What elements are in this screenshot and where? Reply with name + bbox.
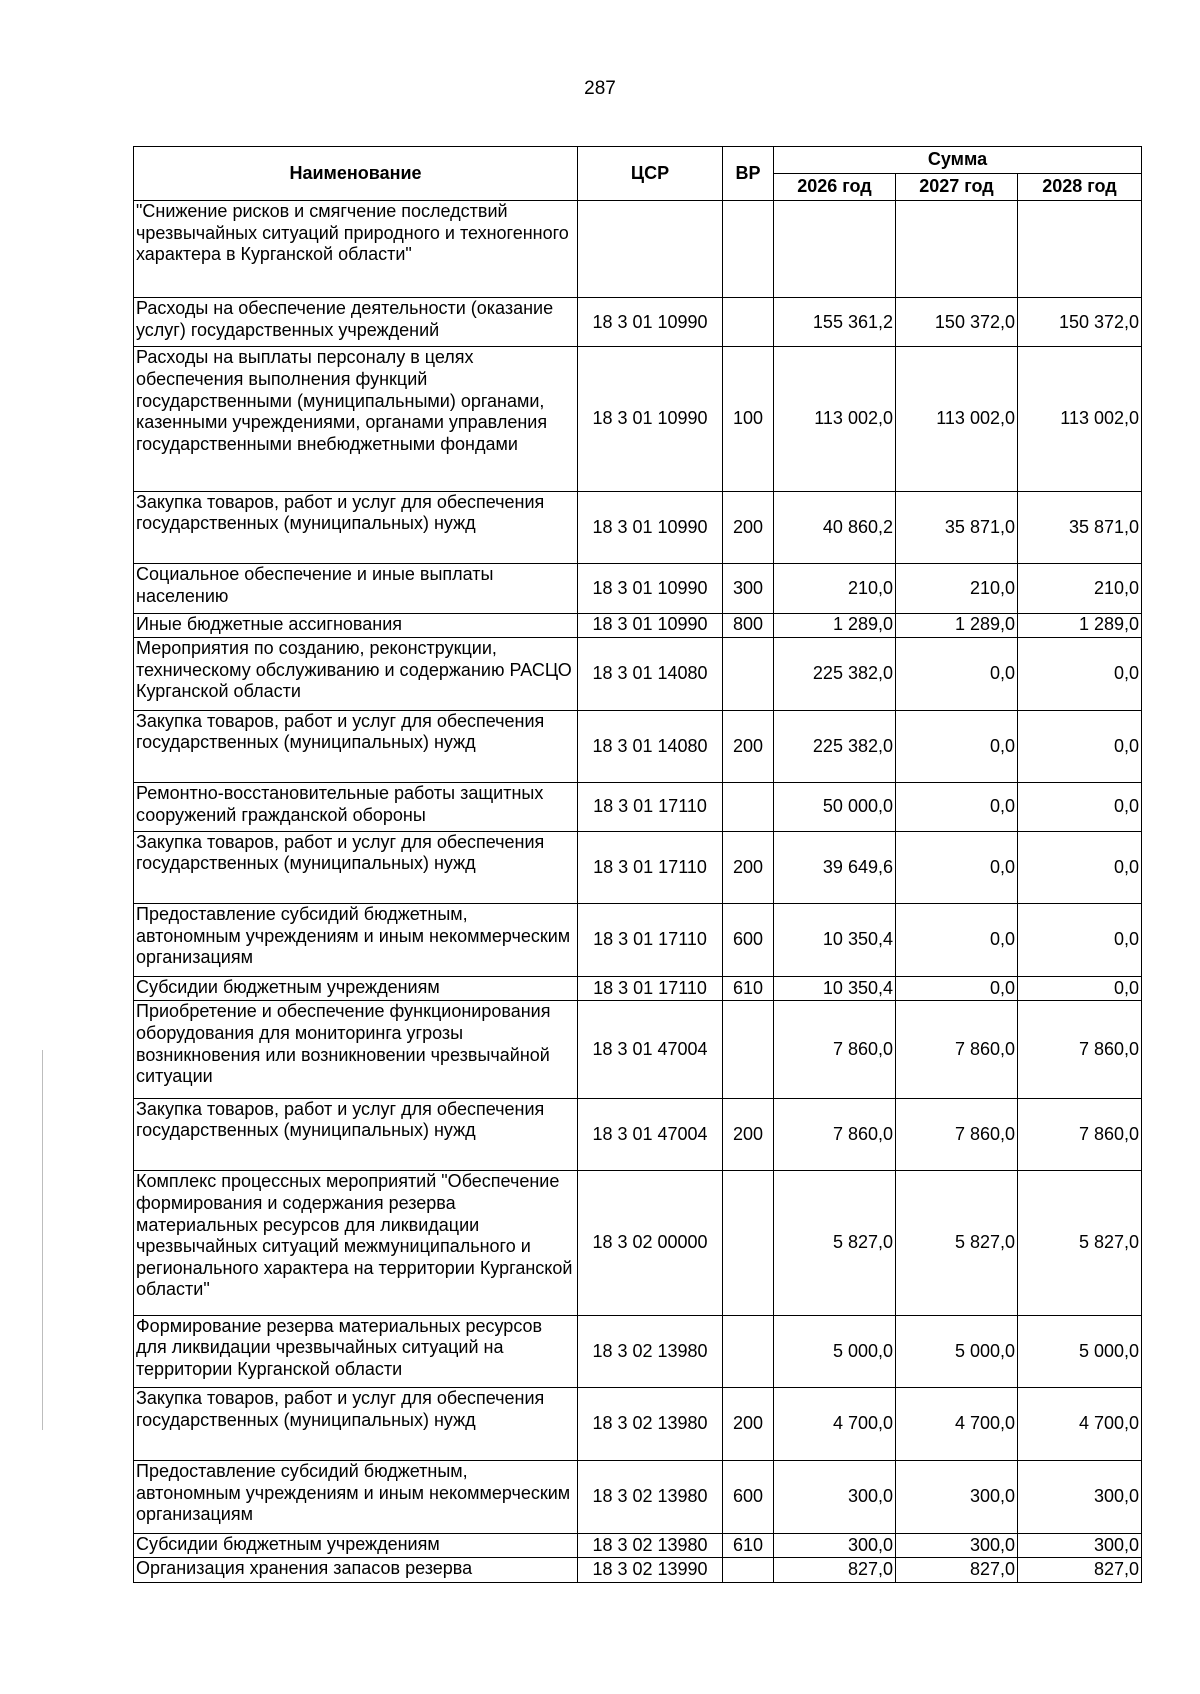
row-sum-2028-cell: 7 860,0 <box>1018 1098 1142 1171</box>
header-sum: Сумма <box>774 147 1142 174</box>
row-sum-2028-cell: 210,0 <box>1018 564 1142 613</box>
table-row <box>134 710 1142 783</box>
table-row <box>134 1388 1142 1461</box>
row-sum-2027-cell: 7 860,0 <box>896 1001 1018 1098</box>
row-name-cell: Закупка товаров, работ и услуг для обеспечения государственных (муниципальных) нужд <box>134 491 578 564</box>
row-name-cell: Расходы на обеспечение деятельности (оказание услуг) государственных учреждений <box>134 298 578 347</box>
table-row <box>134 1171 1142 1315</box>
row-sum-2028-cell: 150 372,0 <box>1018 298 1142 347</box>
row-sum-2028-cell: 300,0 <box>1018 1533 1142 1558</box>
row-vr-cell <box>723 1558 774 1583</box>
row-csr-cell: 18 3 02 13990 <box>578 1558 723 1583</box>
row-name-cell: Закупка товаров, работ и услуг для обеспечения государственных (муниципальных) нужд <box>134 710 578 783</box>
row-vr-cell: 200 <box>723 1388 774 1461</box>
row-name-cell: Субсидии бюджетным учреждениям <box>134 976 578 1001</box>
budget-table <box>133 146 1142 1583</box>
row-sum-2026-cell: 10 350,4 <box>774 976 896 1001</box>
row-name-cell: Закупка товаров, работ и услуг для обеспечения государственных (муниципальных) нужд <box>134 1388 578 1461</box>
row-name-cell: Закупка товаров, работ и услуг для обеспечения государственных (муниципальных) нужд <box>134 1098 578 1171</box>
row-name-cell: Предоставление субсидий бюджетным, автономным учреждениям и иным некоммерческим организациям <box>134 904 578 977</box>
row-vr-cell <box>723 1315 774 1388</box>
row-csr-cell: 18 3 01 10990 <box>578 491 723 564</box>
row-sum-2027-cell: 300,0 <box>896 1533 1018 1558</box>
table-row <box>134 564 1142 613</box>
row-vr-cell <box>723 201 774 298</box>
row-sum-2027-cell: 7 860,0 <box>896 1098 1018 1171</box>
row-sum-2027-cell: 35 871,0 <box>896 491 1018 564</box>
row-name-cell: Расходы на выплаты персоналу в целях обеспечения выполнения функций государственными (муниципальными) органами, казенными учреждениями, органами управления государственными внебюджетными фондами <box>134 347 578 491</box>
header-year-2027: 2027 год <box>896 174 1018 201</box>
page-number: 287 <box>584 78 616 99</box>
table-row <box>134 491 1142 564</box>
row-name-cell: Формирование резерва материальных ресурсов для ликвидации чрезвычайных ситуаций на территории Курганской области <box>134 1315 578 1388</box>
row-name-cell: Предоставление субсидий бюджетным, автономным учреждениям и иным некоммерческим организациям <box>134 1461 578 1534</box>
row-sum-2028-cell: 0,0 <box>1018 638 1142 711</box>
row-sum-2027-cell: 5 000,0 <box>896 1315 1018 1388</box>
row-sum-2026-cell: 300,0 <box>774 1533 896 1558</box>
row-csr-cell: 18 3 01 47004 <box>578 1001 723 1098</box>
row-sum-2027-cell: 150 372,0 <box>896 298 1018 347</box>
row-csr-cell: 18 3 02 13980 <box>578 1388 723 1461</box>
header-csr: ЦСР <box>578 147 723 201</box>
row-sum-2028-cell: 0,0 <box>1018 783 1142 831</box>
row-sum-2026-cell: 10 350,4 <box>774 904 896 977</box>
row-sum-2026-cell: 113 002,0 <box>774 347 896 491</box>
row-vr-cell <box>723 1171 774 1315</box>
row-sum-2028-cell: 5 000,0 <box>1018 1315 1142 1388</box>
row-name-cell: Приобретение и обеспечение функционирования оборудования для мониторинга угрозы возникновения или возникновении чрезвычайной ситуации <box>134 1001 578 1098</box>
row-sum-2027-cell: 300,0 <box>896 1461 1018 1534</box>
table-row <box>134 613 1142 638</box>
row-vr-cell: 610 <box>723 1533 774 1558</box>
row-sum-2027-cell: 0,0 <box>896 638 1018 711</box>
row-csr-cell: 18 3 02 13980 <box>578 1315 723 1388</box>
row-csr-cell <box>578 201 723 298</box>
row-sum-2028-cell: 0,0 <box>1018 831 1142 904</box>
row-sum-2027-cell: 4 700,0 <box>896 1388 1018 1461</box>
table-row <box>134 638 1142 711</box>
row-csr-cell: 18 3 01 17110 <box>578 831 723 904</box>
row-vr-cell <box>723 783 774 831</box>
table-row <box>134 1533 1142 1558</box>
row-vr-cell: 600 <box>723 1461 774 1534</box>
row-csr-cell: 18 3 01 10990 <box>578 564 723 613</box>
row-sum-2026-cell: 50 000,0 <box>774 783 896 831</box>
row-csr-cell: 18 3 01 10990 <box>578 347 723 491</box>
table-row <box>134 904 1142 977</box>
row-csr-cell: 18 3 02 13980 <box>578 1533 723 1558</box>
row-sum-2026-cell: 1 289,0 <box>774 613 896 638</box>
row-csr-cell: 18 3 01 47004 <box>578 1098 723 1171</box>
row-csr-cell: 18 3 01 14080 <box>578 710 723 783</box>
table-row <box>134 298 1142 347</box>
row-vr-cell: 800 <box>723 613 774 638</box>
table-row <box>134 201 1142 298</box>
row-sum-2026-cell: 155 361,2 <box>774 298 896 347</box>
table-row <box>134 783 1142 831</box>
row-name-cell: Иные бюджетные ассигнования <box>134 613 578 638</box>
row-sum-2026-cell: 5 000,0 <box>774 1315 896 1388</box>
row-sum-2027-cell: 210,0 <box>896 564 1018 613</box>
row-name-cell: Социальное обеспечение и иные выплаты населению <box>134 564 578 613</box>
row-sum-2027-cell: 0,0 <box>896 783 1018 831</box>
row-name-cell: Мероприятия по созданию, реконструкции, техническому обслуживанию и содержанию РАСЦО Курганской области <box>134 638 578 711</box>
table-row <box>134 1558 1142 1583</box>
row-csr-cell: 18 3 01 10990 <box>578 298 723 347</box>
header-vr: ВР <box>723 147 774 201</box>
row-csr-cell: 18 3 01 14080 <box>578 638 723 711</box>
row-csr-cell: 18 3 02 13980 <box>578 1461 723 1534</box>
row-vr-cell: 610 <box>723 976 774 1001</box>
table-row <box>134 1461 1142 1534</box>
row-sum-2028-cell: 300,0 <box>1018 1461 1142 1534</box>
row-csr-cell: 18 3 02 00000 <box>578 1171 723 1315</box>
table-row <box>134 1098 1142 1171</box>
row-sum-2026-cell: 5 827,0 <box>774 1171 896 1315</box>
row-vr-cell: 200 <box>723 1098 774 1171</box>
header-name: Наименование <box>134 147 578 201</box>
row-sum-2028-cell: 7 860,0 <box>1018 1001 1142 1098</box>
table-row <box>134 831 1142 904</box>
row-csr-cell: 18 3 01 17110 <box>578 783 723 831</box>
row-vr-cell <box>723 298 774 347</box>
header-year-2028: 2028 год <box>1018 174 1142 201</box>
row-sum-2026-cell <box>774 201 896 298</box>
table-row <box>134 976 1142 1001</box>
row-sum-2026-cell: 225 382,0 <box>774 710 896 783</box>
row-name-cell: Субсидии бюджетным учреждениям <box>134 1533 578 1558</box>
row-name-cell: Комплекс процессных мероприятий "Обеспечение формирования и содержания резерва материальных ресурсов для ликвидации чрезвычайных ситуаций межмуниципального и регионального характера на территории Курганской области" <box>134 1171 578 1315</box>
row-sum-2028-cell: 827,0 <box>1018 1558 1142 1583</box>
row-csr-cell: 18 3 01 17110 <box>578 904 723 977</box>
table-row <box>134 1315 1142 1388</box>
row-name-cell: "Снижение рисков и смягчение последствий чрезвычайных ситуаций природного и техногенного характера в Курганской области" <box>134 201 578 298</box>
row-sum-2027-cell: 5 827,0 <box>896 1171 1018 1315</box>
table-row <box>134 347 1142 491</box>
row-vr-cell: 200 <box>723 710 774 783</box>
row-sum-2028-cell: 0,0 <box>1018 976 1142 1001</box>
row-sum-2026-cell: 40 860,2 <box>774 491 896 564</box>
row-sum-2028-cell: 1 289,0 <box>1018 613 1142 638</box>
scan-edge-line <box>42 1050 43 1430</box>
table-row <box>134 1001 1142 1098</box>
row-name-cell: Закупка товаров, работ и услуг для обеспечения государственных (муниципальных) нужд <box>134 831 578 904</box>
row-vr-cell: 300 <box>723 564 774 613</box>
row-sum-2026-cell: 4 700,0 <box>774 1388 896 1461</box>
row-sum-2027-cell <box>896 201 1018 298</box>
row-vr-cell: 600 <box>723 904 774 977</box>
row-sum-2026-cell: 827,0 <box>774 1558 896 1583</box>
row-sum-2027-cell: 0,0 <box>896 710 1018 783</box>
row-sum-2027-cell: 0,0 <box>896 831 1018 904</box>
row-vr-cell: 100 <box>723 347 774 491</box>
row-sum-2026-cell: 7 860,0 <box>774 1098 896 1171</box>
row-sum-2028-cell: 35 871,0 <box>1018 491 1142 564</box>
row-csr-cell: 18 3 01 17110 <box>578 976 723 1001</box>
row-sum-2028-cell: 5 827,0 <box>1018 1171 1142 1315</box>
row-name-cell: Организация хранения запасов резерва <box>134 1558 578 1583</box>
row-sum-2026-cell: 7 860,0 <box>774 1001 896 1098</box>
row-sum-2028-cell: 0,0 <box>1018 904 1142 977</box>
row-sum-2028-cell: 113 002,0 <box>1018 347 1142 491</box>
row-sum-2028-cell <box>1018 201 1142 298</box>
row-sum-2027-cell: 827,0 <box>896 1558 1018 1583</box>
row-vr-cell: 200 <box>723 491 774 564</box>
row-sum-2026-cell: 210,0 <box>774 564 896 613</box>
header-year-2026: 2026 год <box>774 174 896 201</box>
row-sum-2026-cell: 300,0 <box>774 1461 896 1534</box>
row-name-cell: Ремонтно-восстановительные работы защитных сооружений гражданской обороны <box>134 783 578 831</box>
row-vr-cell: 200 <box>723 831 774 904</box>
row-sum-2027-cell: 0,0 <box>896 904 1018 977</box>
row-sum-2027-cell: 113 002,0 <box>896 347 1018 491</box>
row-sum-2026-cell: 225 382,0 <box>774 638 896 711</box>
row-sum-2028-cell: 0,0 <box>1018 710 1142 783</box>
row-vr-cell <box>723 638 774 711</box>
row-sum-2027-cell: 0,0 <box>896 976 1018 1001</box>
row-sum-2027-cell: 1 289,0 <box>896 613 1018 638</box>
row-sum-2026-cell: 39 649,6 <box>774 831 896 904</box>
row-vr-cell <box>723 1001 774 1098</box>
row-sum-2028-cell: 4 700,0 <box>1018 1388 1142 1461</box>
row-csr-cell: 18 3 01 10990 <box>578 613 723 638</box>
table-body <box>134 201 1142 1583</box>
